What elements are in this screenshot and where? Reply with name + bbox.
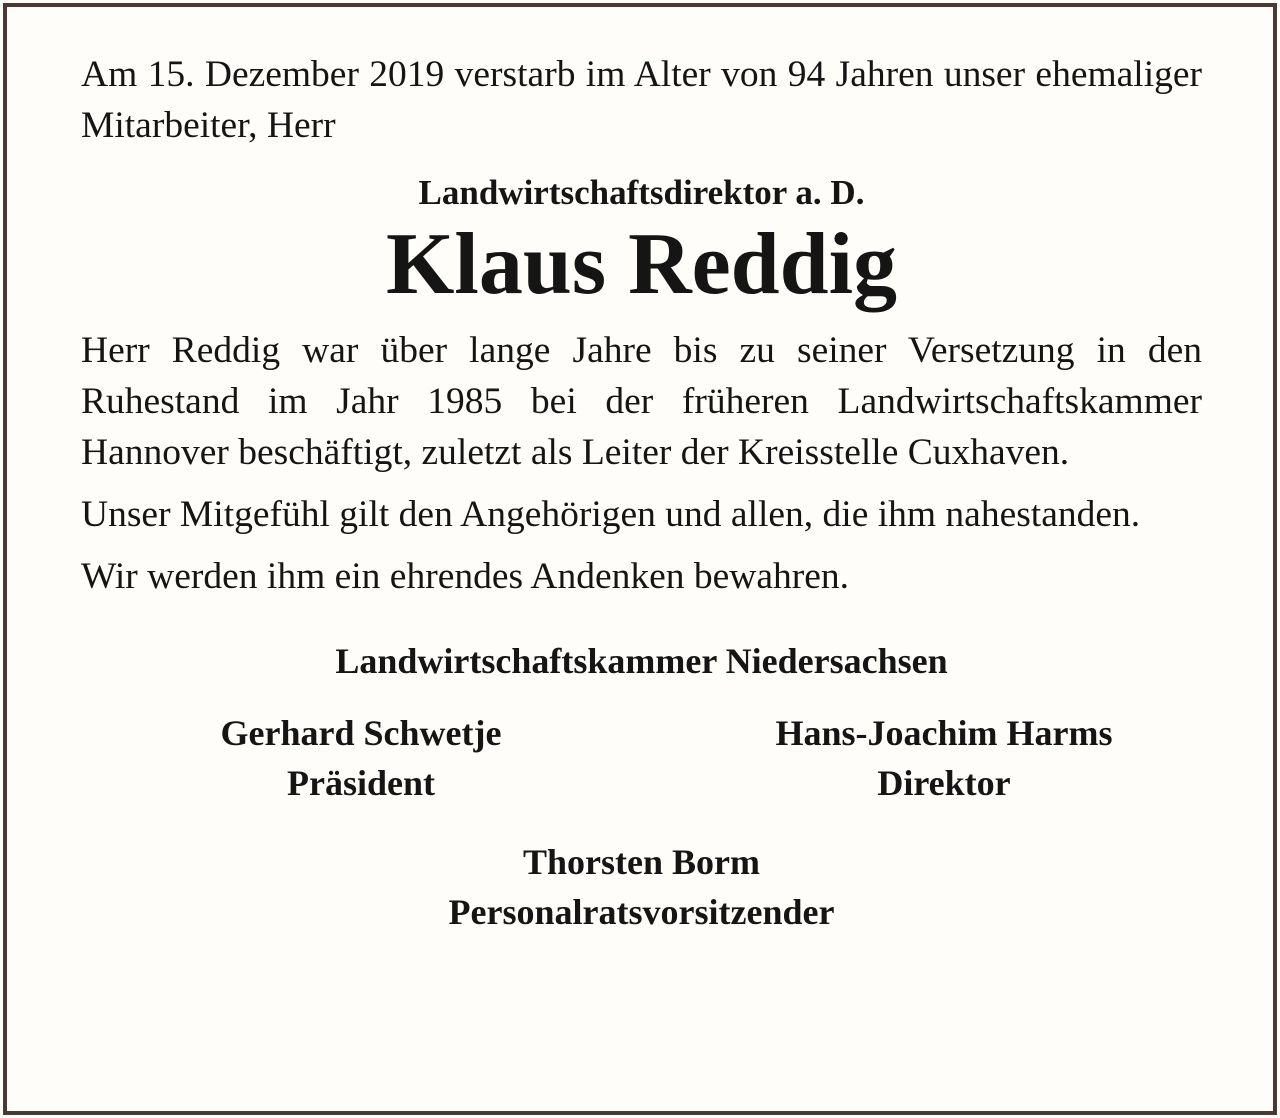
signatory-left [151, 708, 571, 808]
signatories-row [81, 708, 1202, 814]
signatory-right [709, 708, 1179, 808]
organization-name: Landwirtschaftskammer Niedersachsen [335, 641, 948, 681]
signatory-role: Personalratsvorsitzender [448, 892, 835, 932]
intro-text: Am 15. Dezember 2019 verstarb im Alter von 94 Jahren unser ehemaliger Mitarbeiter, Herr [81, 54, 1202, 146]
sympathy-paragraph: Unser Mitgefühl gilt den Angehörigen und allen, die ihm nahestanden. [81, 494, 1141, 535]
notice-content [81, 49, 1202, 937]
signatory-name: Gerhard Schwetje [220, 713, 502, 753]
remembrance-paragraph: Wir werden ihm ein ehrendes Andenken bewahren. [81, 556, 849, 597]
obituary-notice [3, 3, 1277, 1115]
signatory-name: Thorsten Borm [523, 842, 760, 882]
deceased-title: Landwirtschaftsdirektor a. D. [418, 173, 865, 212]
signatory-name: Hans-Joachim Harms [775, 713, 1113, 753]
deceased-name: Klaus Reddig [385, 216, 898, 313]
career-paragraph: Herr Reddig war über lange Jahre bis zu seiner Versetzung in den Ruhestand im Jahr 1985 bei der früheren Landwirtschaftskammer Hannover beschäftigt, zuletzt als Leiter der Kreisstelle Cuxhaven. [81, 330, 1202, 473]
signatory-role: Präsident [287, 763, 435, 803]
signatory-center [81, 837, 1202, 937]
signatory-role: Direktor [877, 763, 1011, 803]
